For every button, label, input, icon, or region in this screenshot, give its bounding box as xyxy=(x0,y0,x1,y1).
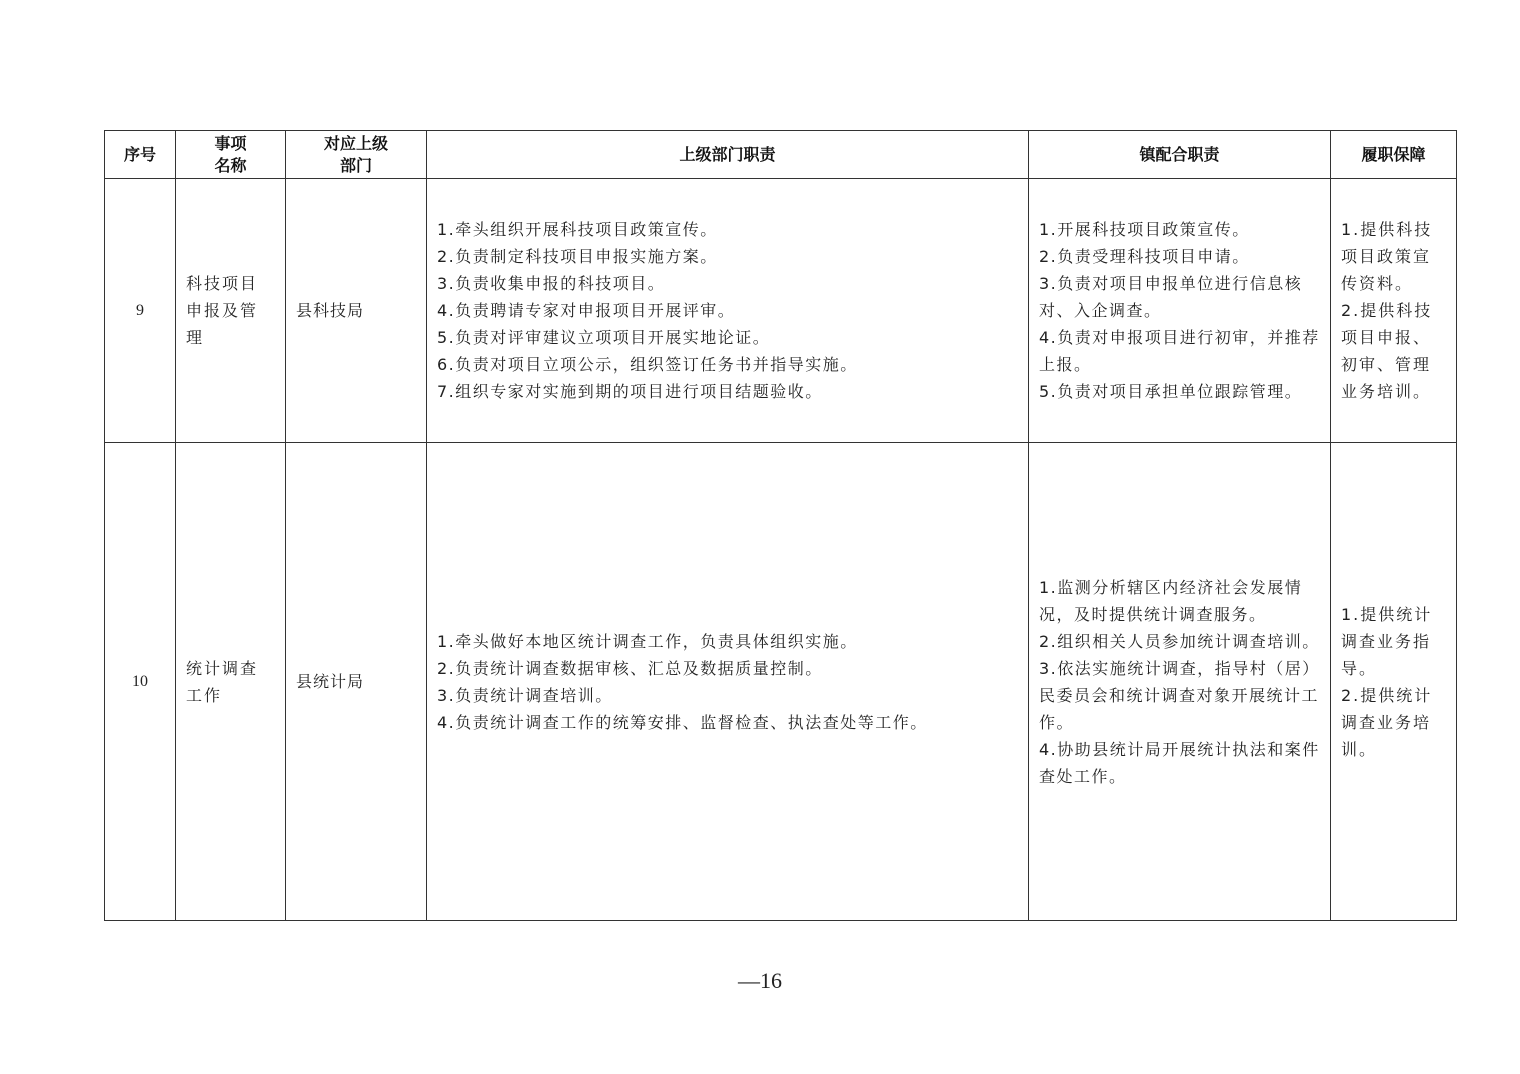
table-row xyxy=(105,443,1457,921)
row-seq: 9 xyxy=(105,179,176,443)
duty-line: 1.监测分析辖区内经济社会发展情况，及时提供统计调查服务。 xyxy=(1039,577,1303,624)
row-seq: 10 xyxy=(105,443,176,921)
duty-line: 3.依法实施统计调查，指导村（居）民委员会和统计调查对象开展统计工作。 xyxy=(1039,658,1320,732)
header-seq: 序号 xyxy=(105,131,176,179)
row-superior-dept: 县科技局 xyxy=(286,179,427,443)
row-guarantee xyxy=(1331,179,1457,443)
duty-line: 1.牵头组织开展科技项目政策宣传。 xyxy=(437,220,718,239)
duty-line: 2.组织相关人员参加统计调查培训。 xyxy=(1039,631,1320,651)
page-number: —16 xyxy=(738,968,782,993)
guarantee-line: 1.提供科技项目政策宣传资料。 xyxy=(1341,220,1433,293)
duty-line: 2.负责统计调查数据审核、汇总及数据质量控制。 xyxy=(437,658,823,678)
duty-line: 5.负责对评审建议立项项目开展实地论证。 xyxy=(437,328,771,347)
header-item-name-line2: 名称 xyxy=(214,155,247,175)
header-guarantee: 履职保障 xyxy=(1331,131,1457,179)
duty-line: 2.负责制定科技项目申报实施方案。 xyxy=(437,247,718,266)
header-town-duties: 镇配合职责 xyxy=(1029,131,1331,179)
header-superior-duties: 上级部门职责 xyxy=(427,131,1029,179)
row-guarantee xyxy=(1331,443,1457,921)
row-item-name: 统计调查工作 xyxy=(176,443,286,921)
duty-line: 3.负责统计调查培训。 xyxy=(437,685,613,705)
row-town-duties xyxy=(1029,179,1331,443)
header-item-name-line1: 事项 xyxy=(214,133,247,153)
guarantee-line: 2.提供科技项目申报、初审、管理业务培训。 xyxy=(1341,301,1433,401)
guarantee-line: 2.提供统计调查业务培训。 xyxy=(1341,685,1433,759)
header-superior-dept-line2: 部门 xyxy=(339,155,372,175)
duty-line: 1.牵头做好本地区统计调查工作，负责具体组织实施。 xyxy=(437,631,858,651)
duty-line: 4.协助县统计局开展统计执法和案件查处工作。 xyxy=(1039,739,1320,786)
duty-line: 4.负责聘请专家对申报项目开展评审。 xyxy=(437,301,736,320)
duty-line: 4.负责统计调查工作的统筹安排、监督检查、执法查处等工作。 xyxy=(437,712,928,732)
duty-line: 7.组织专家对实施到期的项目进行项目结题验收。 xyxy=(437,382,823,401)
duty-line: 4.负责对申报项目进行初审，并推荐上报。 xyxy=(1039,328,1320,374)
duty-table xyxy=(104,130,1457,921)
table-header-row xyxy=(105,131,1457,179)
duty-line: 5.负责对项目承担单位跟踪管理。 xyxy=(1039,382,1303,401)
duty-line: 3.负责收集申报的科技项目。 xyxy=(437,274,666,293)
row-item-name: 科技项目申报及管理 xyxy=(176,179,286,443)
header-superior-dept-line1: 对应上级 xyxy=(323,133,388,153)
row-superior-duties xyxy=(427,179,1029,443)
duty-line: 1.开展科技项目政策宣传。 xyxy=(1039,220,1250,239)
row-superior-dept: 县统计局 xyxy=(286,443,427,921)
duty-line: 2.负责受理科技项目申请。 xyxy=(1039,247,1250,266)
header-item-name xyxy=(176,131,286,179)
table-row xyxy=(105,179,1457,443)
duty-line: 3.负责对项目申报单位进行信息核对、入企调查。 xyxy=(1039,274,1303,320)
row-superior-duties xyxy=(427,443,1029,921)
row-town-duties xyxy=(1029,443,1331,921)
guarantee-line: 1.提供统计调查业务指导。 xyxy=(1341,604,1433,678)
duty-line: 6.负责对项目立项公示，组织签订任务书并指导实施。 xyxy=(437,355,858,374)
header-superior-dept xyxy=(286,131,427,179)
